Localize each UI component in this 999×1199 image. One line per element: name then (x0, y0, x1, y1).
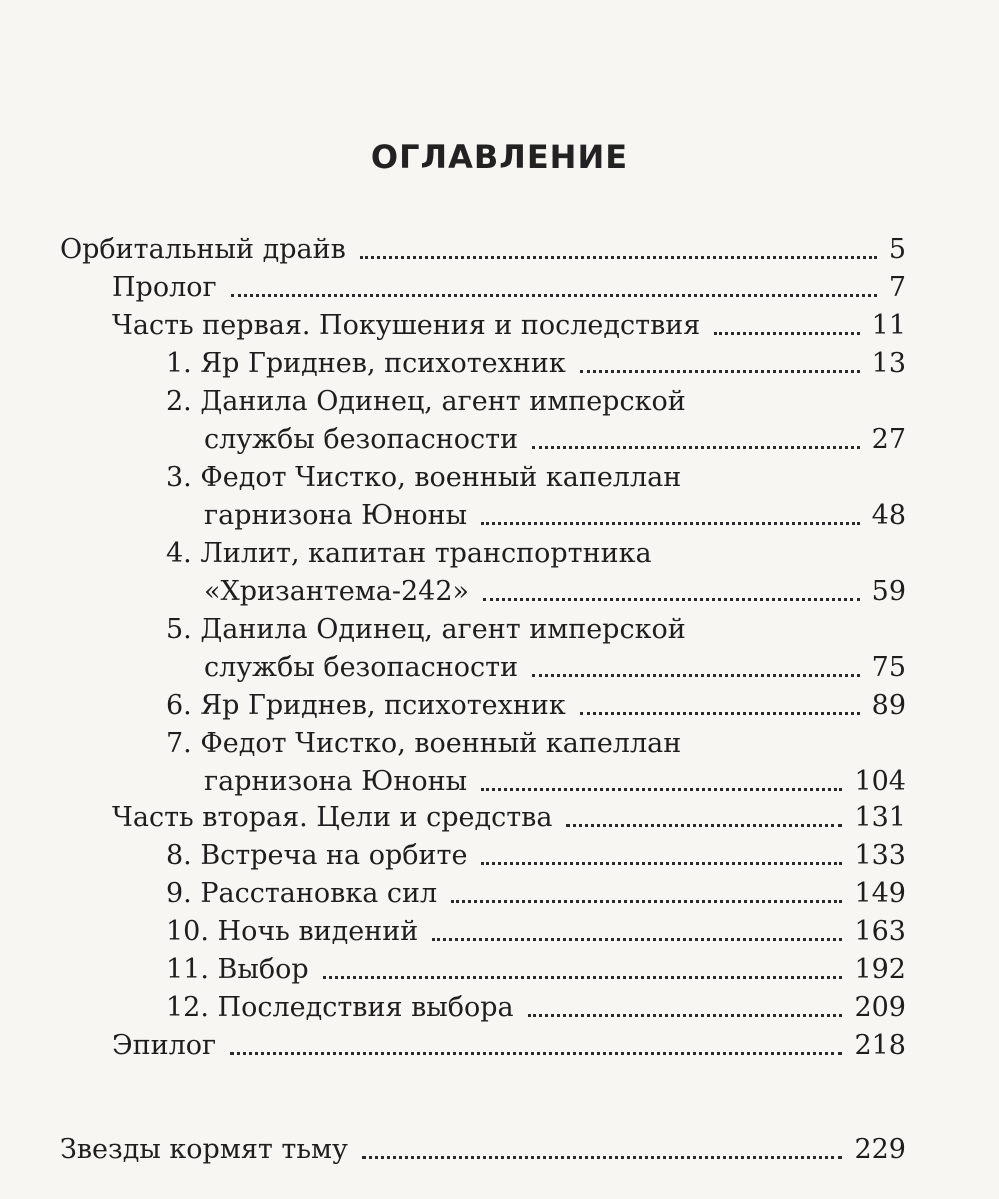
toc-entry (166, 536, 906, 572)
toc-leader-dots (532, 446, 860, 449)
toc-page-number: 218 (854, 1030, 906, 1061)
toc-entry (112, 308, 906, 344)
toc-page-number: 48 (871, 500, 906, 531)
toc-entry-title: службы безопасности (204, 424, 519, 455)
toc-page-number: 133 (854, 840, 906, 871)
toc-entry (166, 384, 906, 420)
toc-page-number: 89 (871, 690, 906, 721)
toc-leader-dots (451, 900, 842, 903)
toc-entry-title: 10. Ночь видений (166, 916, 419, 947)
toc-entry (204, 498, 906, 534)
toc-page-number: 59 (871, 576, 906, 607)
toc-page-number: 192 (854, 954, 906, 985)
toc-entry-title: 11. Выбор (166, 954, 309, 985)
toc-entry-title: Звезды кормят тьму (60, 1134, 348, 1165)
toc-entry (112, 800, 906, 836)
toc-entry-title: Орбитальный драйв (60, 234, 346, 265)
toc-page-number: 27 (871, 424, 906, 455)
toc-page-number: 149 (854, 878, 906, 909)
toc-entry (166, 876, 906, 912)
toc-leader-dots (432, 938, 842, 941)
toc-entry (204, 650, 906, 686)
page-title: ОГЛАВЛЕНИЕ (370, 138, 629, 176)
toc-entry-title: Часть первая. Покушения и последствия (112, 310, 701, 341)
toc-entry-title: службы безопасности (204, 652, 519, 683)
toc-page-number: 5 (888, 234, 906, 265)
toc-page-number: 11 (871, 310, 906, 341)
toc-entry (204, 422, 906, 458)
toc-leader-dots (580, 370, 860, 373)
toc-entry (166, 952, 906, 988)
toc-page-number: 75 (871, 652, 906, 683)
toc-leader-dots (323, 976, 843, 979)
toc-entry-title: «Хризантема-242» (204, 576, 470, 607)
toc-leader-dots (528, 1014, 843, 1017)
toc-page-number: 131 (854, 802, 906, 833)
toc-entry-title: 6. Яр Гриднев, психотехник (166, 690, 566, 721)
toc-page-number: 229 (854, 1134, 906, 1165)
toc-leader-dots (483, 598, 860, 601)
toc-entry-title: 5. Данила Одинец, агент имперской (166, 614, 686, 645)
toc-leader-dots (481, 522, 860, 525)
toc-entry-title: Эпилог (112, 1030, 217, 1061)
toc-leader-dots (580, 712, 860, 715)
toc-page-number: 7 (888, 272, 906, 303)
toc-entry-title: Пролог (112, 272, 217, 303)
toc-entry (112, 270, 906, 306)
toc-entry (204, 764, 906, 800)
toc-leader-dots (714, 332, 859, 335)
toc-entry (166, 612, 906, 648)
toc-entry (166, 990, 906, 1026)
toc-entry (166, 346, 906, 382)
toc-leader-dots (230, 1052, 842, 1055)
toc-entry-title: 3. Федот Чистко, военный капеллан (166, 462, 682, 493)
toc-page-number: 209 (854, 992, 906, 1023)
toc-entry (166, 726, 906, 762)
toc-page-number: 13 (871, 348, 906, 379)
toc-leader-dots (481, 862, 842, 865)
toc-entry-title: 8. Встреча на орбите (166, 840, 468, 871)
toc-leader-dots (231, 294, 877, 297)
toc-entry-title: 2. Данила Одинец, агент имперской (166, 386, 686, 417)
toc-entry-title: гарнизона Юноны (204, 766, 468, 797)
toc-entry (112, 1028, 906, 1064)
toc-entry-title: 9. Расстановка сил (166, 878, 438, 909)
toc-entry (60, 1132, 906, 1168)
toc-page-number: 163 (854, 916, 906, 947)
toc-entry (166, 460, 906, 496)
toc-entry (60, 232, 906, 268)
toc-entry (204, 574, 906, 610)
toc-leader-dots (360, 256, 877, 259)
toc-entry (166, 688, 906, 724)
toc-leader-dots (362, 1156, 843, 1159)
toc-entry-title: 7. Федот Чистко, военный капеллан (166, 728, 682, 759)
toc-entry-title: 4. Лилит, капитан транспортника (166, 538, 652, 569)
toc-entry-title: 12. Последствия выбора (166, 992, 514, 1023)
toc-entry-title: 1. Яр Гриднев, психотехник (166, 348, 566, 379)
toc-leader-dots (481, 788, 842, 791)
toc-leader-dots (532, 674, 860, 677)
toc-entry-title: гарнизона Юноны (204, 500, 468, 531)
toc-entry-title: Часть вторая. Цели и средства (112, 802, 553, 833)
toc-entry (166, 914, 906, 950)
toc-entry (166, 838, 906, 874)
toc-page-number: 104 (854, 766, 906, 797)
toc-leader-dots (566, 824, 842, 827)
